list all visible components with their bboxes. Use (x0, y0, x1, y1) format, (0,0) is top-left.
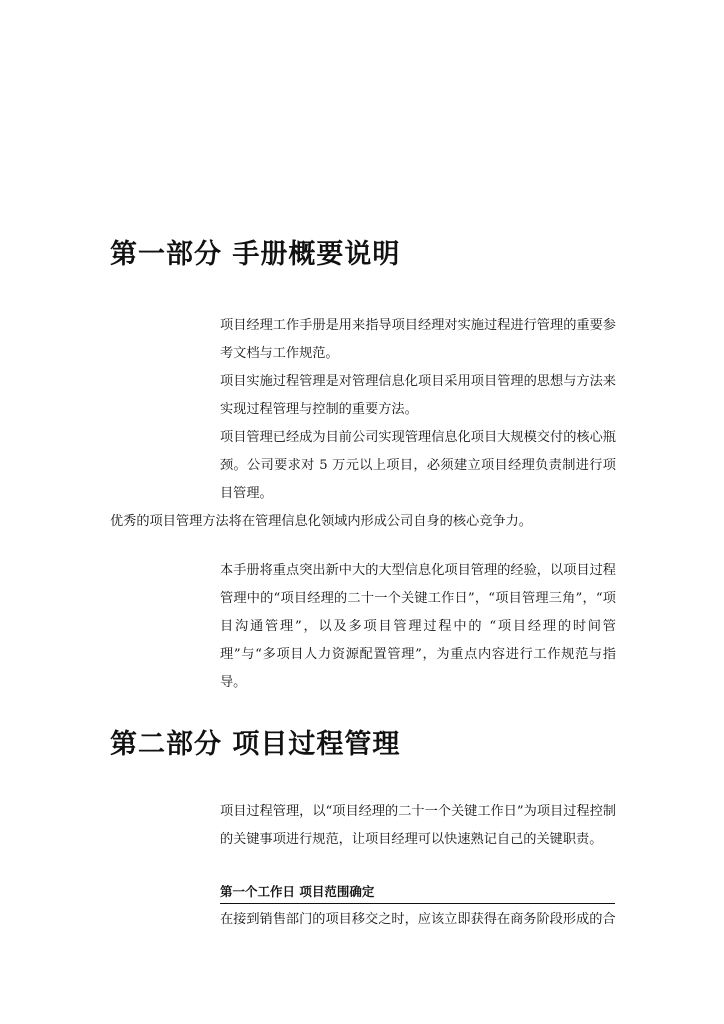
section-1-paragraph-1: 项目经理工作手册是用来指导项目经理对实施过程进行管理的重要参考文档与工作规范。 (220, 318, 616, 361)
section-2-title: 第二部分 项目过程管理 (110, 729, 401, 760)
section-1-paragraph-3: 项目管理已经成为目前公司实现管理信息化项目大规模交付的核心瓶颈。公司要求对 5 万元以上项目，必须建立项目经理负责制进行项目管理。 (220, 430, 616, 501)
section-2-intro: 项目过程管理，以“项目经理的二十一个关键工作日”为项目过程控制的关键事项进行规范，让项目经理可以快速熟记自己的关键职责。 (220, 804, 616, 847)
subsection-title: 第一个工作日 项目范围确定 (220, 882, 615, 904)
section-1-paragraph-5: 本手册将重点突出新中大的大型信息化项目管理的经验，以项目过程管理中的“项目经理的二十一个关键工作日”，“项目管理三角”，“项目沟通管理”，以及多项目管理过程中的 “项目经理的时间管理”与“多项目人力资源配置管理”，为重点内容进行工作规范与指导。 (220, 563, 616, 690)
section-1-title: 第一部分 手册概要说明 (110, 239, 401, 270)
section-1-paragraph-2: 项目实施过程管理是对管理信息化项目采用项目管理的思想与方法来实现过程管理与控制的重要方法。 (220, 374, 616, 417)
section-1-paragraph-4: 优秀的项目管理方法将在管理信息化领域内形成公司自身的核心竞争力。 (110, 514, 532, 529)
subsection-paragraph: 在接到销售部门的项目移交之时，应该立即获得在商务阶段形成的合 (220, 912, 616, 927)
